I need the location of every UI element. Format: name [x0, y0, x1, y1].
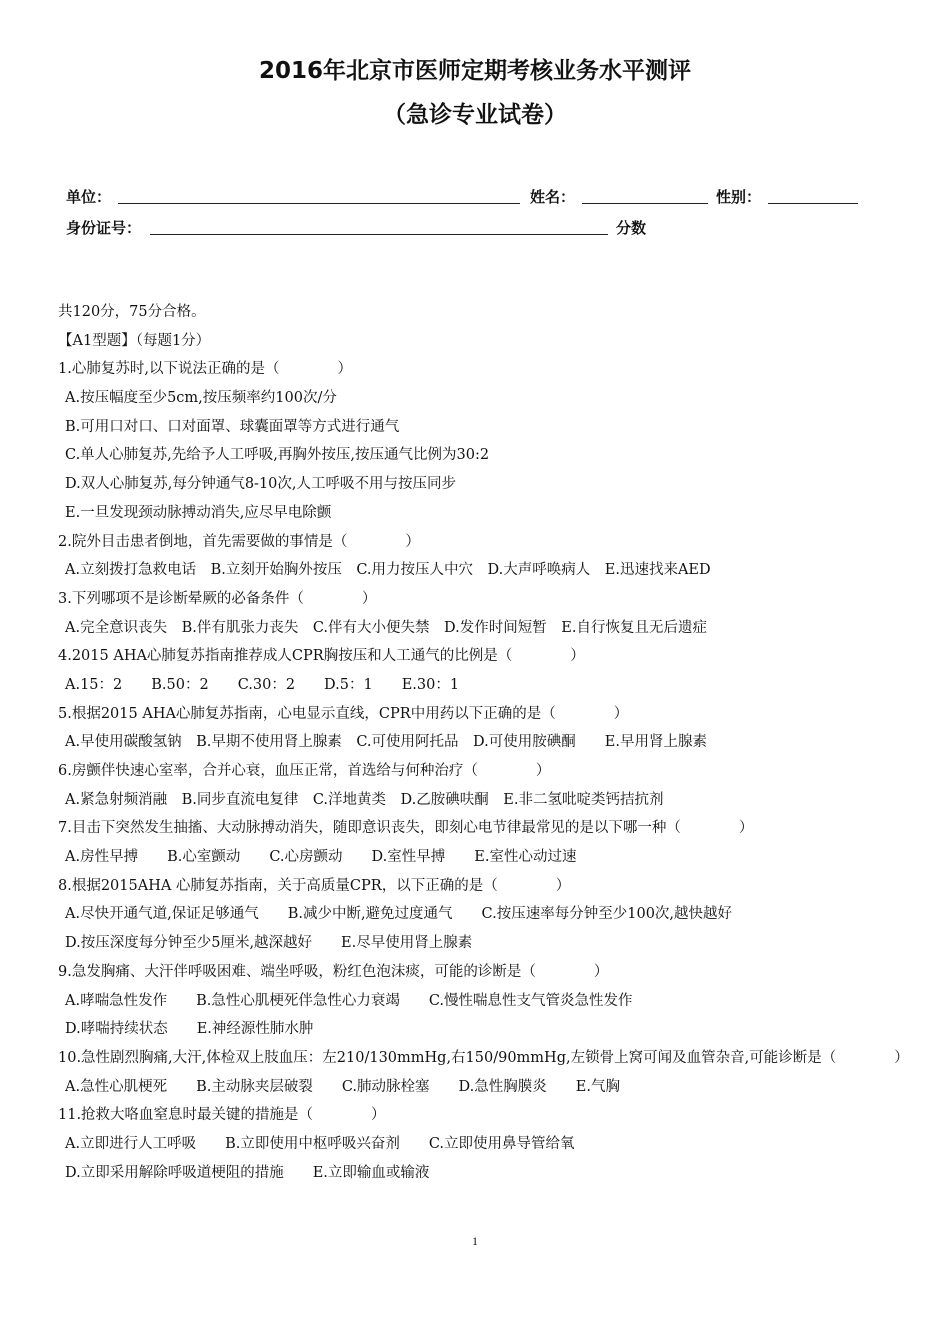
option-line: A.立刻拨打急救电话 B.立刻开始胸外按压 C.用力按压人中穴 D.大声呼唤病人 E.迅速找来AED: [65, 562, 711, 579]
question-6: 6.房颤伴快速心室率，合并心衰，血压正常，首选给与何种治疗（ ）: [58, 763, 551, 779]
question-9: 9.急发胸痛、大汗伴呼吸困难、端坐呼吸，粉红色泡沫痰，可能的诊断是（ ）: [58, 963, 609, 980]
option-line: A.紧急射频消融 B.同步直流电复律 C.洋地黄类 D.乙胺碘呋酮 E.非二氢吡啶类钙拮抗剂: [65, 791, 664, 808]
option-line: A.按压幅度至少5cm,按压频率约100次/分: [65, 390, 337, 407]
option-line: D.双人心肺复苏,每分钟通气8-10次,人工呼吸不用与按压同步: [65, 476, 457, 493]
question-11: 11.抢救大咯血窒息时最关键的措施是（ ）: [58, 1107, 386, 1124]
question-8: 8.根据2015AHA 心肺复苏指南，关于高质量CPR，以下正确的是（ ）: [58, 877, 571, 894]
question-2: 2.院外目击患者倒地，首先需要做的事情是（ ）: [58, 533, 420, 550]
exam-body: [58, 298, 908, 1187]
unit-label: 单位：: [66, 188, 112, 206]
option-line: D.立即采用解除呼吸道梗阻的措施 E.立即输血或输液: [65, 1164, 430, 1181]
section-heading: 【A1型题】（每题1分）: [58, 332, 211, 349]
option-line: A.尽快开通气道,保证足够通气 B.减少中断,避免过度通气 C.按压速率每分钟至少100次,越快越好: [65, 906, 733, 923]
exam-title: 2016年北京市医师定期考核业务水平测评: [258, 58, 691, 84]
page-number: 1: [472, 1234, 478, 1248]
question-4: 4.2015 AHA心肺复苏指南推荐成人CPR胸按压和人工通气的比例是（ ）: [58, 648, 585, 665]
option-line: B.可用口对口、口对面罩、球囊面罩等方式进行通气: [65, 418, 400, 435]
option-line: E.一旦发现颈动脉搏动消失,应尽早电除颤: [65, 504, 332, 521]
unit-field[interactable]: [118, 203, 520, 204]
gender-label: 性别：: [716, 188, 762, 206]
id-number-label: 身份证号：: [66, 219, 142, 237]
option-line: A.立即进行人工呼吸 B.立即使用中枢呼吸兴奋剂 C.立即使用鼻导管给氧: [65, 1135, 575, 1152]
question-3: 3.下列哪项不是诊断晕厥的必备条件（ ）: [58, 590, 377, 607]
gender-field[interactable]: [768, 203, 858, 204]
name-field[interactable]: [582, 203, 708, 204]
option-line: A.早使用碳酸氢钠 B.早期不使用肾上腺素 C.可使用阿托品 D.可使用胺碘酮 E.早用肾上腺素: [65, 734, 707, 751]
option-line: D.按压深度每分钟至少5厘米,越深越好 E.尽早使用肾上腺素: [65, 935, 473, 952]
score-label: 分数: [616, 219, 647, 237]
option-line: A.15：2 B.50：2 C.30：2 D.5：1 E.30：1: [65, 676, 460, 693]
option-line: A.完全意识丧失 B.伴有肌张力丧失 C.伴有大小便失禁 D.发作时间短暂 E.自行恢复且无后遗症: [65, 619, 707, 636]
option-line: A.房性早搏 B.心室颤动 C.心房颤动 D.室性早搏 E.室性心动过速: [65, 849, 577, 866]
exam-subtitle: （急诊专业试卷）: [383, 102, 567, 128]
question-10: 10.急性剧烈胸痛,大汗,体检双上肢血压：左210/130mmHg,右150/90mmHg,左锁骨上窝可闻及血管杂音,可能诊断是（ ）: [58, 1049, 909, 1066]
question-5: 5.根据2015 AHA心肺复苏指南，心电显示直线，CPR中用药以下正确的是（ ）: [58, 705, 629, 722]
option-line: A.哮喘急性发作 B.急性心肌梗死伴急性心力衰竭 C.慢性喘息性支气管炎急性发作: [65, 992, 633, 1009]
question-1: 1.心肺复苏时,以下说法正确的是（ ）: [58, 361, 352, 378]
intro-text: 共120分，75分合格。: [58, 304, 206, 320]
name-label: 姓名：: [530, 188, 576, 206]
option-line: C.单人心肺复苏,先给予人工呼吸,再胸外按压,按压通气比例为30:2: [65, 447, 490, 464]
option-line: D.哮喘持续状态 E.神经源性肺水肿: [65, 1021, 314, 1038]
option-line: A.急性心肌梗死 B.主动脉夹层破裂 C.肺动脉栓塞 D.急性胸膜炎 E.气胸: [65, 1078, 620, 1095]
id-number-field[interactable]: [150, 234, 608, 235]
question-7: 7.目击下突然发生抽搐、大动脉搏动消失，随即意识丧失，即刻心电节律最常见的是以下哪一种（ ）: [58, 820, 754, 837]
